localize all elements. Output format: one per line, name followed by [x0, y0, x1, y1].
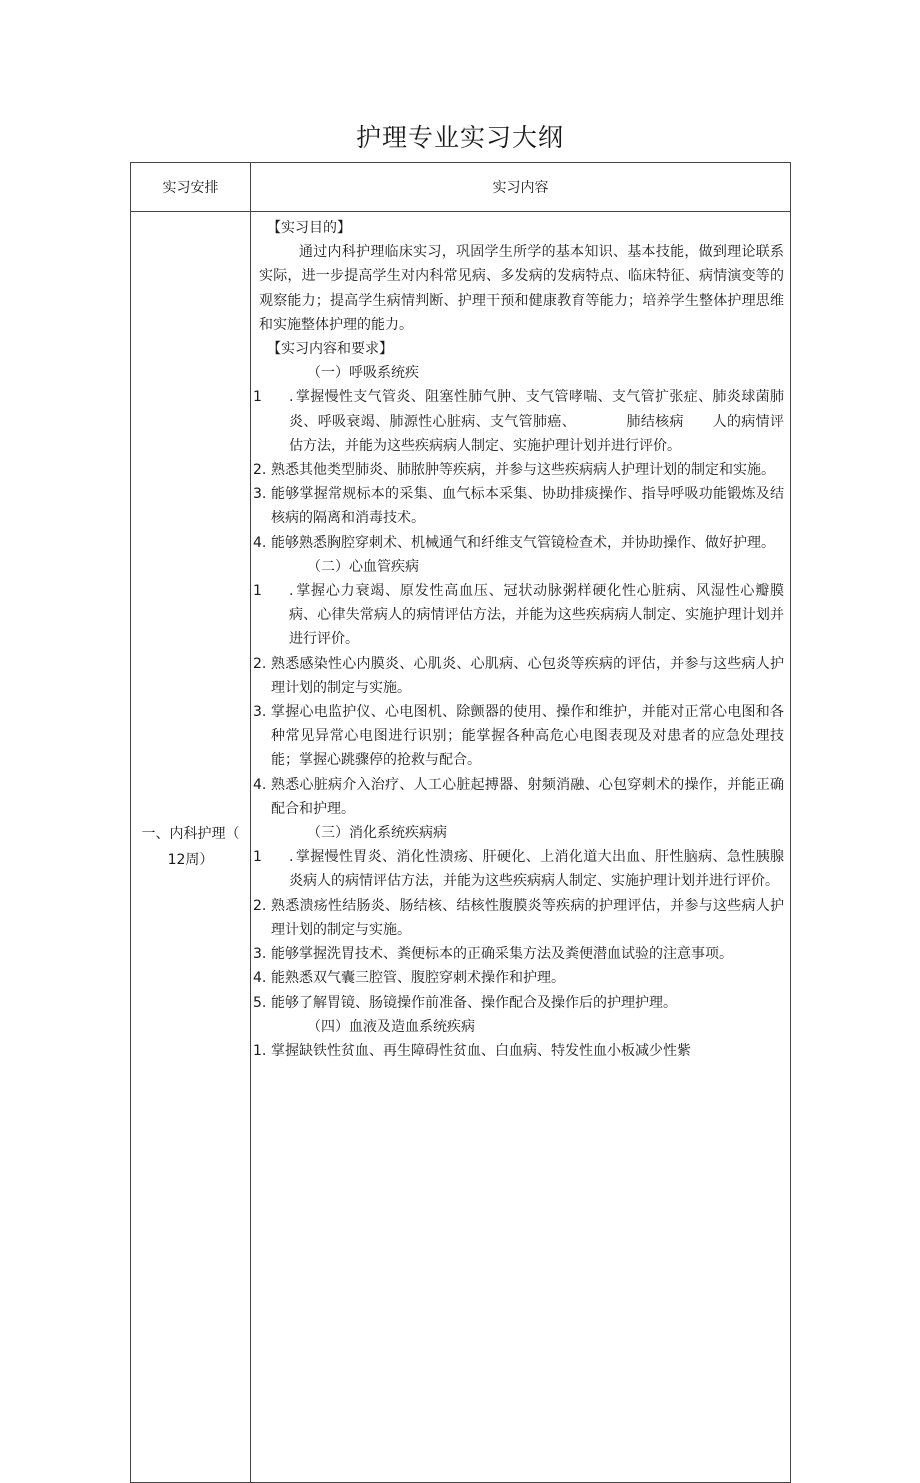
section-title-respiratory: （一）呼吸系统疾: [307, 365, 419, 382]
item-number: 4.: [253, 534, 267, 551]
arrangement-line-1: 一、内科护理（: [141, 826, 240, 842]
list-item: [253, 942, 788, 966]
list-item: [253, 482, 788, 530]
item-text: 能熟悉双气囊三腔管、腹腔穿刺术操作和护理。: [271, 970, 565, 987]
purpose-text: 通过内科护理临床实习，巩固学生所学的基本知识、基本技能，做到理论联系实际，进一步提高学生对内科常见病、多发病的发病特点、临床特征、病情演变等的观察能力；提高学生病情判断、护理干预和健康教育等能力；培养学生整体护理思维和实施整体护理的能力。: [259, 244, 784, 333]
item-text: 掌握慢性支气管炎、阻塞性肺气肿、支气管哮喘、支气管扩张症、肺炎球菌肺炎、呼吸衰竭、肺源性心脏病、支气管肺癌、 肺结核病 人的病情评估方法，并能为这些疾病病人制定、实施护理计划并进行评价。: [289, 389, 784, 454]
item-number: 5.: [253, 994, 267, 1011]
list-item: 1 . 掌握慢性支气管炎、阻塞性肺气肿、支气管哮喘、支气管扩张症、肺炎球菌肺炎、呼吸衰竭、肺源性心脏病、支气管肺癌、 肺结核病 人的病情评估方法，并能为这些疾病病人制定、实施护理计划并进行评价。: [253, 385, 788, 458]
section-title-hematology: （四）血液及造血系统疾病: [307, 1018, 475, 1035]
item-number: 4.: [253, 970, 267, 987]
arrangement-line-2: 12周）: [167, 852, 214, 868]
item-number: 2.: [253, 897, 267, 914]
list-item: [253, 652, 788, 700]
list-item: [253, 991, 788, 1015]
item-number: 1: [253, 389, 262, 406]
item-text: 掌握缺铁性贫血、再生障碍性贫血、白血病、特发性血小板减少性紫: [271, 1042, 691, 1059]
item-text: 掌握心力衰竭、原发性高血压、冠状动脉粥样硬化性心脏病、风湿性心瓣膜病、心律失常病人的病情评估方法，并能为这些疾病病人制定、实施护理计划并进行评价。: [289, 583, 784, 648]
item-text: 掌握心电监护仪、心电图机、除颤器的使用、操作和维护，并能对正常心电图和各种常见异常心电图进行识别；能掌握各种高危心电图表现及对患者的应急处理技能；掌握心跳骤停的抢救与配合。: [271, 704, 784, 769]
item-number: 3.: [253, 946, 267, 963]
item-text: 能够了解胃镜、肠镜操作前准备、操作配合及操作后的护理护理。: [271, 994, 677, 1011]
item-text: 熟悉其他类型肺炎、肺脓肿等疾病，并参与这些疾病病人护理计划的制定和实施。: [271, 462, 775, 479]
item-text: 掌握慢性胃炎、消化性溃疡、肝硬化、上消化道大出血、肝性脑病、急性胰腺炎病人的病情评估方法，并能为这些疾病病人制定、实施护理计划并进行评价。: [289, 849, 784, 890]
list-item: [253, 458, 788, 482]
page-title: 护理专业实习大纲: [355, 123, 564, 152]
item-number: 1.: [253, 1042, 267, 1059]
list-item: 1 . 掌握心力衰竭、原发性高血压、冠状动脉粥样硬化性心脏病、风湿性心瓣膜病、心律失常病人的病情评估方法，并能为这些疾病病人制定、实施护理计划并进行评价。: [253, 579, 788, 652]
list-item: [253, 773, 788, 821]
arrangement-cell: [131, 212, 251, 1483]
list-item: [253, 966, 788, 990]
internship-outline-table: [130, 162, 791, 1483]
item-number: 4.: [253, 776, 267, 793]
item-number: 3.: [253, 486, 267, 503]
purpose-heading: 【实习目的】: [267, 220, 351, 236]
item-number: 2.: [253, 655, 267, 672]
item-text: 熟悉感染性心内膜炎、心肌炎、心肌病、心包炎等疾病的评估，并参与这些病人护理计划的制定与实施。: [271, 655, 784, 696]
requirements-heading: 【实习内容和要求】: [267, 341, 393, 358]
item-text: 能够掌握常规标本的采集、血气标本采集、协助排痰操作、指导呼吸功能锻炼及结核病的隔离和消毒技术。: [271, 486, 784, 527]
item-number: 1: [253, 849, 262, 866]
item-number: 2.: [253, 462, 267, 479]
table-header-row: [131, 163, 791, 212]
list-item: 1 . 掌握慢性胃炎、消化性溃疡、肝硬化、上消化道大出血、肝性脑病、急性胰腺炎病人的病情评估方法，并能为这些疾病病人制定、实施护理计划并进行评价。: [253, 845, 788, 893]
item-number: 3.: [253, 704, 267, 721]
table-row: [131, 212, 791, 1483]
item-text: 熟悉心脏病介入治疗、人工心脏起搏器、射频消融、心包穿刺术的操作，并能正确配合和护理。: [271, 776, 784, 817]
content-cell: [251, 212, 791, 1483]
item-number: 1: [253, 583, 262, 600]
header-arrangement: 实习安排: [131, 163, 251, 212]
section-title-cardiovascular: （二）心血管疾病: [307, 558, 419, 575]
list-item: [253, 700, 788, 773]
list-item: [253, 894, 788, 942]
list-item: [253, 531, 788, 555]
item-text: 能够掌握洗胃技术、粪便标本的正确采集方法及粪便潜血试验的注意事项。: [271, 946, 733, 963]
section-title-digestive: （三）消化系统疾病病: [307, 825, 447, 842]
header-content: 实习内容: [251, 163, 791, 212]
item-text: 能够熟悉胸腔穿刺术、机械通气和纤维支气管镜检查术，并协助操作、做好护理。: [271, 534, 775, 551]
list-item: [253, 1039, 788, 1063]
item-text: 熟悉溃疡性结肠炎、肠结核、结核性腹膜炎等疾病的护理评估，并参与这些病人护理计划的制定与实施。: [271, 897, 784, 938]
